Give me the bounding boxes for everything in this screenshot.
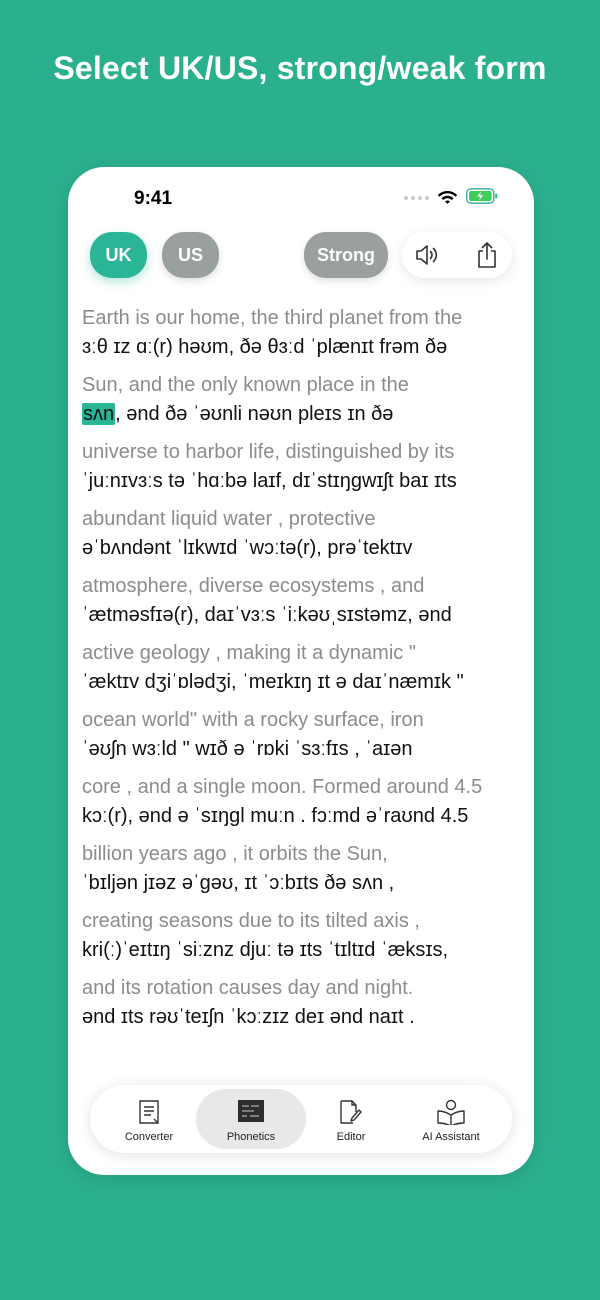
document-icon xyxy=(94,1099,204,1125)
english-line: active geology , making it a dynamic " xyxy=(82,642,416,664)
ipa-line: ənd ɪts rəʊˈteɪʃn ˈkɔːzɪz deɪ ənd naɪt . xyxy=(82,1006,415,1028)
headline: Select UK/US, strong/weak form xyxy=(53,50,547,86)
phone-screen xyxy=(68,167,534,1175)
phonetic-transcription xyxy=(82,303,528,1040)
action-group xyxy=(402,232,512,278)
ipa-text: , ənd ðə ˈəʊnli nəʊn pleɪs ɪn ðə xyxy=(115,403,394,425)
english-line: Sun, and the only known place in the xyxy=(82,374,409,396)
wifi-icon xyxy=(437,188,458,209)
english-line: and its rotation causes day and night. xyxy=(82,977,414,999)
english-line: creating seasons due to its tilted axis , xyxy=(82,910,420,932)
status-time: 9:41 xyxy=(134,188,173,209)
signal-dots-icon xyxy=(404,196,429,200)
status-icons xyxy=(404,189,498,207)
english-line: ocean world" with a rocky surface, iron xyxy=(82,709,424,731)
selected-word-highlight[interactable]: sʌn xyxy=(83,403,115,425)
tab-converter[interactable] xyxy=(94,1089,204,1149)
ipa-line: ɜːθ ɪz ɑː(r) həʊm, ðə θɜːd ˈplænɪt frəm ðə xyxy=(82,336,448,358)
english-line: universe to harbor life, distinguished by its xyxy=(82,441,455,463)
tab-label: AI Assistant xyxy=(422,1131,480,1143)
english-line: Earth is our home, the third planet from the xyxy=(82,307,463,329)
phonetics-icon xyxy=(196,1099,306,1125)
ipa-line: ˈbɪljən jɪəz əˈɡəʊ, ɪt ˈɔːbɪts ðə sʌn , xyxy=(82,872,395,894)
ipa-line: ˈəʊʃn wɜːld " wɪð ə ˈrɒki ˈsɜːfɪs , ˈaɪən xyxy=(82,738,413,760)
ipa-line: ˈjuːnɪvɜːs tə ˈhɑːbə laɪf, dɪˈstɪŋɡwɪʃt baɪ ɪts xyxy=(82,470,457,492)
tab-editor[interactable] xyxy=(296,1089,406,1149)
tab-label: Editor xyxy=(336,1131,366,1143)
share-icon[interactable] xyxy=(464,232,510,278)
ipa-line: ˈæktɪv dʒiˈɒlədʒi, ˈmeɪkɪŋ ɪt ə daɪˈnæmɪk " xyxy=(82,671,464,693)
edit-icon xyxy=(296,1099,406,1125)
english-line: billion years ago , it orbits the Sun, xyxy=(82,843,388,865)
us-toggle-button[interactable]: US xyxy=(162,232,219,278)
english-line: atmosphere, diverse ecosystems , and xyxy=(82,575,425,597)
english-line: core , and a single moon. Formed around 4.5 xyxy=(82,776,483,798)
uk-toggle-button[interactable]: UK xyxy=(90,232,147,278)
ipa-line: kri(ː)ˈeɪtɪŋ ˈsiːznz djuː tə ɪts ˈtɪltɪd ˈæksɪs, xyxy=(82,939,449,961)
ipa-line xyxy=(82,400,528,437)
tab-bar xyxy=(90,1085,512,1153)
reading-person-icon xyxy=(396,1099,506,1125)
english-line: abundant liquid water , protective xyxy=(82,508,376,530)
battery-icon xyxy=(466,188,498,209)
ipa-line: ˈætməsfɪə(r), daɪˈvɜːs ˈiːkəʊˌsɪstəmz, ənd xyxy=(82,604,452,626)
tab-label: Phonetics xyxy=(226,1131,276,1143)
ipa-line: əˈbʌndənt ˈlɪkwɪd ˈwɔːtə(r), prəˈtektɪv xyxy=(82,537,413,559)
tab-label: Converter xyxy=(124,1131,174,1143)
strong-form-button[interactable]: Strong xyxy=(304,232,388,278)
tab-phonetics[interactable] xyxy=(196,1089,306,1149)
tab-ai-assistant[interactable] xyxy=(396,1089,506,1149)
speaker-icon[interactable] xyxy=(404,232,450,278)
ipa-line: kɔː(r), ənd ə ˈsɪŋɡl muːn . fɔːmd əˈraʊnd 4.5 xyxy=(82,805,469,827)
